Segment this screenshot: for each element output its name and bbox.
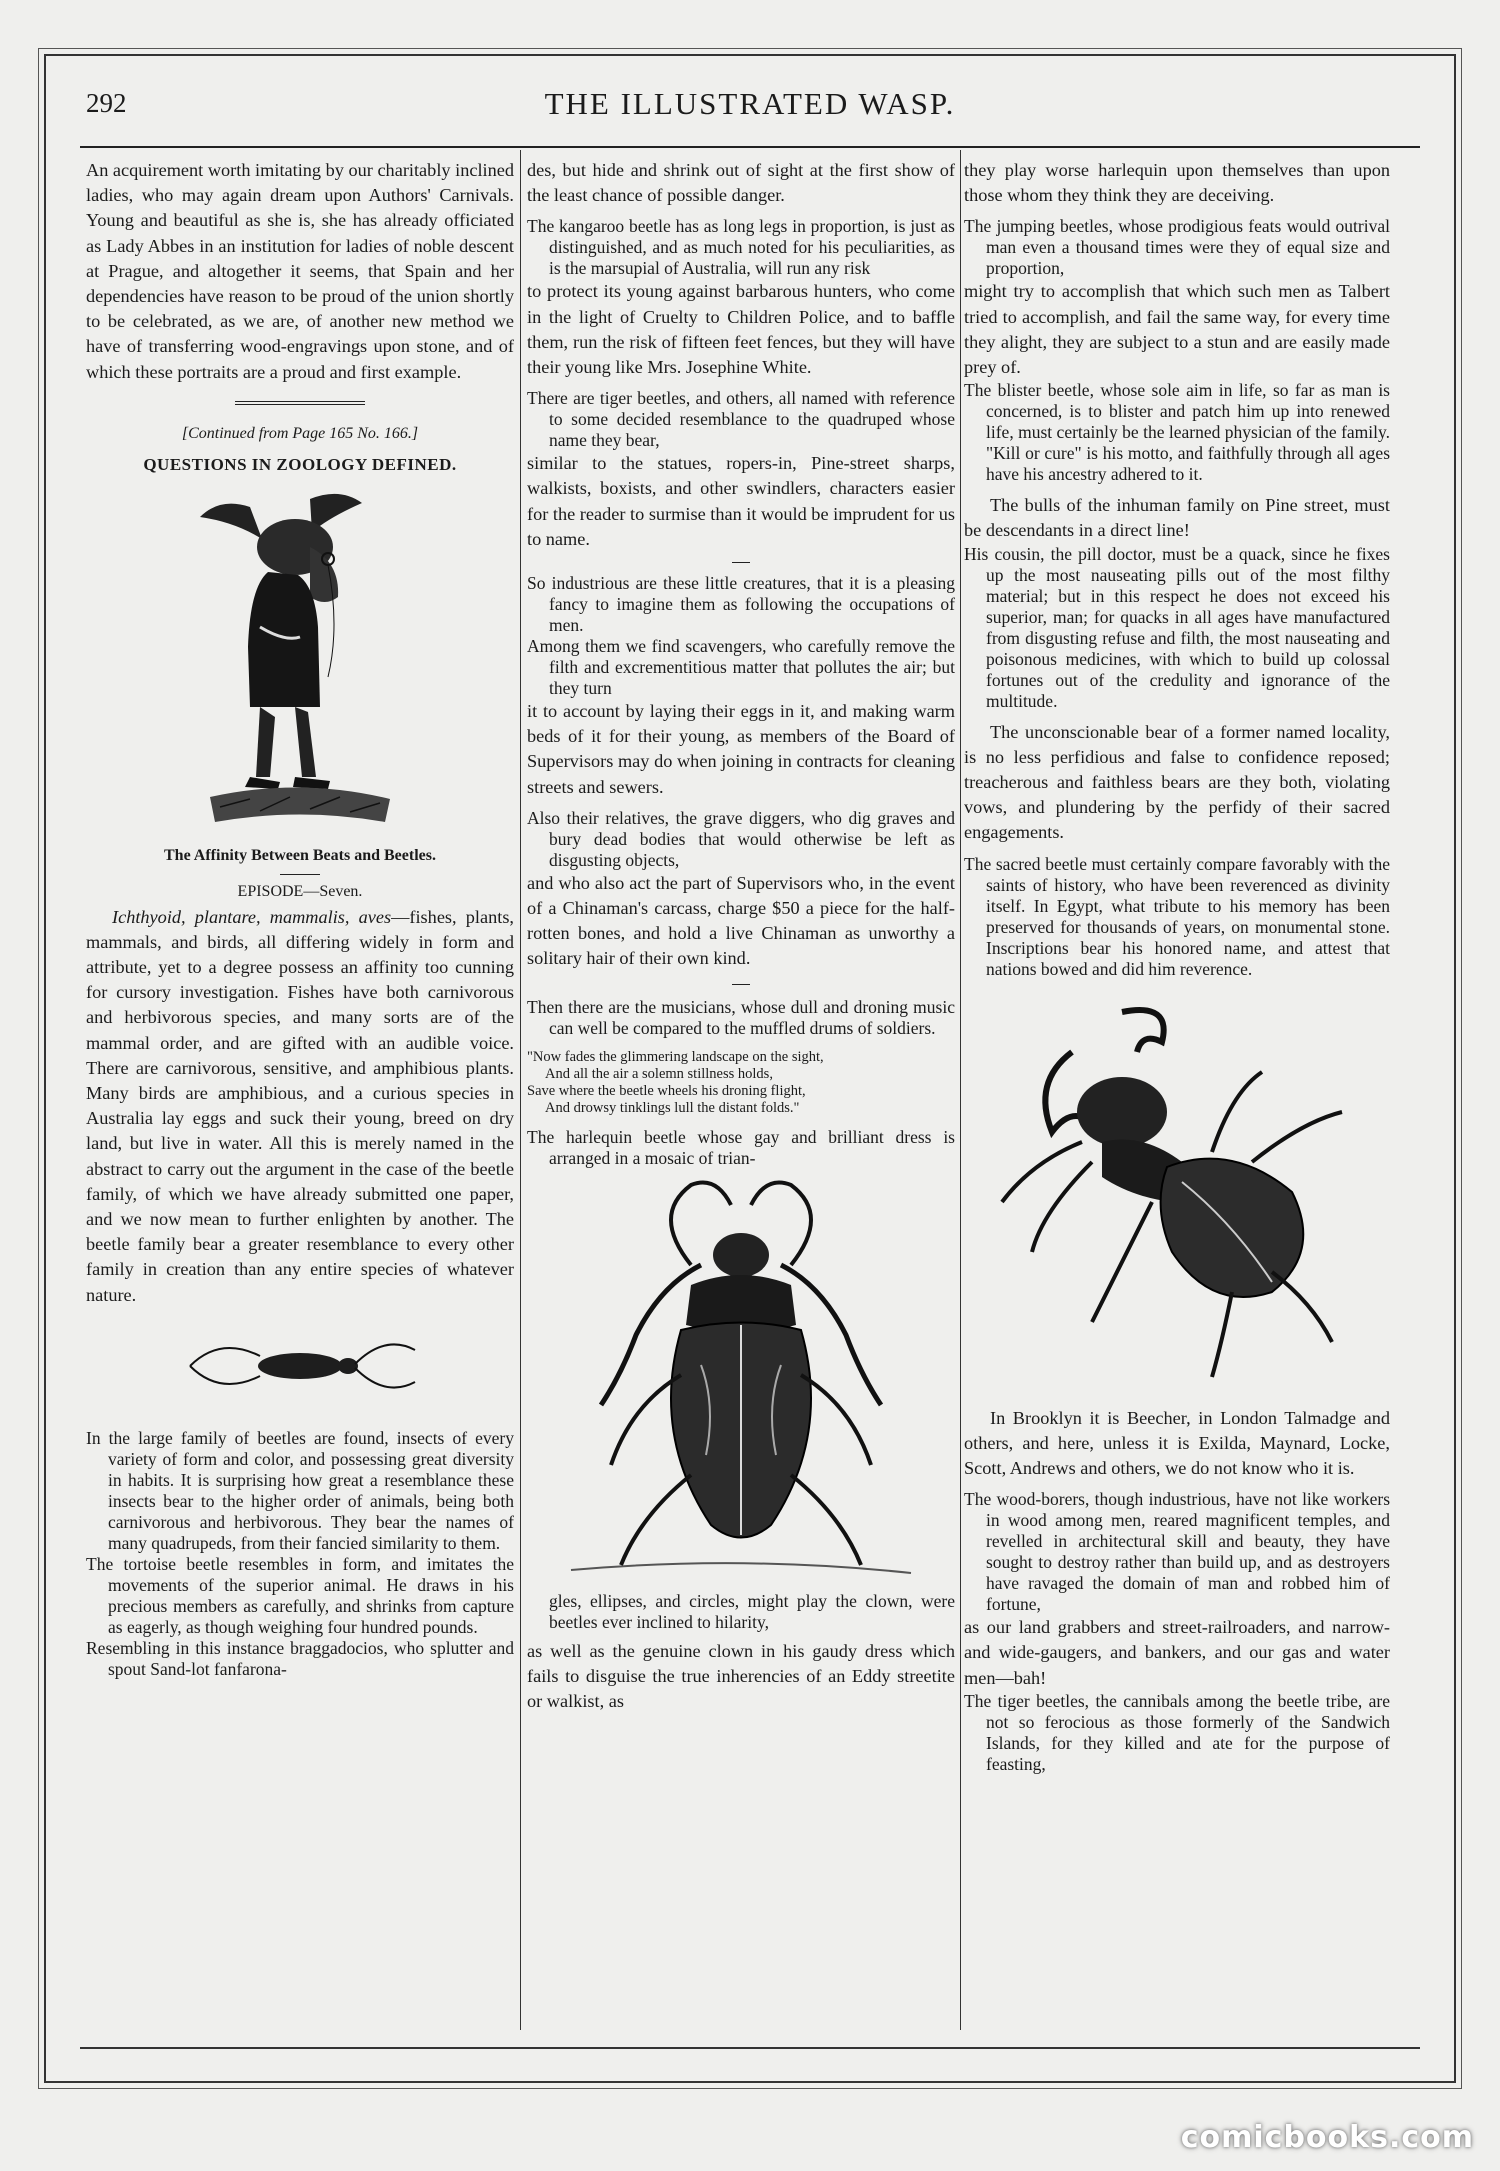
paragraph: as our land grabbers and street-railroaders, and narrow- and wide-gaugers, and bankers, and our gas and water men—bah! (964, 1617, 1390, 1688)
section-title: QUESTIONS IN ZOOLOGY DEFINED. (143, 455, 457, 475)
paragraph: In the large family of beetles are found, insects of every variety of form and color, and possessing great diversity in habits. It is surprising how great a resemblance these insects bear to the higher order of animals, being both carnivorous and herbivorous. They bear the names of many quadrupeds, from their fancied similarity to them. (86, 1427, 514, 1553)
paragraph: The tiger beetles, the cannibals among the beetle tribe, are not so ferocious as those formerly of the Sandwich Islands, for they killed and ate for the purpose of feasting, (964, 1690, 1390, 1774)
short-rule (732, 984, 750, 985)
paragraph: might try to accomplish that which such men as Talbert tried to accomplish, and fail the same way, for every time they alight, they are subject to a stun and are easily made prey of. (964, 281, 1390, 378)
column-divider-2 (960, 150, 961, 2030)
verse-line: And all the air a solemn stillness holds, (545, 1065, 773, 1082)
paragraph: similar to the statues, ropers-in, Pine-street sharps, walkists, boxists, and other swindlers, characters easier for the reader to surmise than it would be imprudent for us to name. (527, 453, 955, 549)
paragraph: So industrious are these little creatures, that it is a pleasing fancy to imagine them as following the occupations of men. (527, 573, 955, 636)
verse-quote (527, 1049, 955, 1117)
page-header (86, 88, 1414, 128)
paragraph: des, but hide and shrink out of sight at the first show of the least chance of possible danger. (527, 160, 955, 206)
masthead-title: THE ILLUSTRATED WASP. (544, 86, 956, 121)
paragraph: An acquirement worth imitating by our charitably inclined ladies, who may again dream upon Authors' Carnivals. Young and beautiful as she is, she has already officiated as Lady Abbes in an institution for ladies of noble descent at Prague, and altogether it seems, that Spain and her dependencies have reason to be proud of the union shortly to be celebrated, as we are, of another new method we have of transferring wood-engravings upon stone, and of which these portraits are a proud and first example. (86, 160, 514, 382)
small-beetle-illustration (170, 1326, 430, 1406)
paragraph: it to account by laying their eggs in it, and making warm beds of it for their young, as members of the Board of Supervisors may do when joining in contracts for cleaning streets and sewers. (527, 701, 955, 797)
verse-line: Save where the beetle wheels his droning flight, (527, 1082, 806, 1099)
paragraph: Also their relatives, the grave diggers, who dig graves and bury dead bodies that would otherwise be left as disgusting objects, (527, 807, 955, 870)
paragraph: and who also act the part of Supervisors who, in the event of a Chinaman's carcass, charge $50 a piece for the half-rotten bones, and hold a live Chinaman as unworthy a solitary hair of their own kind. (527, 872, 955, 969)
paragraph: Then there are the musicians, whose dull and droning music can well be compared to the muffled drums of soldiers. (527, 996, 955, 1038)
bottom-rule (80, 2047, 1420, 2049)
column-1 (86, 158, 514, 1680)
paragraph (86, 905, 514, 1308)
paragraph-text: —fishes, plants, mammals, and birds, all differing widely in form and attribute, yet to a degree possess an affinity too cunning for cursory investigation. Fishes have both carnivorous and herbivorous species, and many sorts are of the mammal order, and are gifted with an audible voice. There are carnivorous, sensitive, and amphibious plants. Many birds are amphibious, and a curious species in Australia lay eggs and suck their young, breed on dry land, but live in water. All this is merely named in the abstract to carry out the argument in the case of the beetle family, of which we have already submitted one paper, and we now mean to further enlighten by another. The beetle family bear a greater resemblance to every other family in creation than any entire species of whatever nature. (86, 906, 514, 1305)
paragraph: to protect its young against barbarous hunters, who come in the light of Cruelty to Children Police, and to baffle them, run the risk of fifteen feet fences, but they will have their young like Mrs. Josephine White. (527, 281, 955, 378)
paragraph: The unconscionable bear of a former named locality, is no less perfidious and false to confidence reposed; treacherous and faithless bears are they both, violating vows, and plundering by the perfidy of their sacred engagements. (964, 721, 1390, 843)
harlequin-beetle-illustration (541, 1175, 941, 1585)
paragraph: they play worse harlequin upon themselves than upon those whom they think they are deceiving. (964, 160, 1390, 206)
paragraph: The blister beetle, whose sole aim in life, so far as man is concerned, is to blister and patch him up into renewed life, must certainly be the learned physician of the family. "Kill or cure" is his motto, and faithfully through all ages have his ancestry adhered to it. (964, 380, 1390, 485)
double-rule (235, 401, 365, 407)
paragraph: Among them we find scavengers, who carefully remove the filth and excrementitious matter that pollutes the air; but they turn (527, 636, 955, 699)
paragraph: The bulls of the inhuman family on Pine street, must be descendants in a direct line! (964, 495, 1390, 541)
paragraph: as well as the genuine clown in his gaudy dress which fails to disguise the true inherencies of an Eddy streetite or walkist, as (527, 1640, 955, 1712)
paragraph: gles, ellipses, and circles, might play the clown, were beetles ever inclined to hilarity, (549, 1590, 955, 1632)
column-3 (964, 158, 1390, 1775)
paragraph: Resembling in this instance braggadocios, who splutter and spout Sand-lot fanfarona- (86, 1637, 514, 1679)
column-2 (527, 158, 955, 1714)
paragraph: The kangaroo beetle has as long legs in proportion, is just as distinguished, and as much noted for his peculiarities, as is the marsupial of Australia, will run any risk (527, 216, 955, 279)
paragraph: In Brooklyn it is Beecher, in London Talmadge and others, and here, unless it is Exilda, Maynard, Locke, Scott, Andrews and others, we do not know who it is. (964, 1407, 1390, 1479)
donkey-gentleman-illustration (190, 477, 410, 837)
illustration-caption: The Affinity Between Beats and Beetles. (164, 847, 436, 865)
stag-beetle-illustration (972, 992, 1382, 1392)
paragraph: The tortoise beetle resembles in form, and imitates the movements of the superior animal. He draws in his precious members as carefully, and shrinks from capture as eagerly, as though weighing four hundred pounds. (86, 1553, 514, 1637)
paragraph: The sacred beetle must certainly compare favorably with the saints of history, who have been reverenced as divinity itself. In Egypt, what tribute to his memory has been preserved for thousands of years, on monumental stone. Inscriptions bear his honored name, and attest that nations bowed and did him reverence. (964, 853, 1390, 979)
header-rule (80, 146, 1420, 148)
page-number: 292 (86, 88, 127, 118)
paragraph: His cousin, the pill doctor, must be a quack, since he fixes up the most nauseating pills out of the most filthy material; but in this respect he does not exceed his superior, man; for quacks in all ages have manufactured from disgusting refuse and filth, the most nauseating and poisonous medicines, with which to build up colossal fortunes out of the credulity and ignorance of the multitude. (964, 543, 1390, 711)
paragraph: The wood-borers, though industrious, have not like workers in wood among men, reared magnificent temples, and revelled in architectural skill and beauty, they have sought to destroy rather than build up, and as destroyers have ravaged the domain of man and robbed him of fortune, (964, 1489, 1390, 1615)
verse-line: "Now fades the glimmering landscape on the sight, (527, 1048, 824, 1065)
continued-note: [Continued from Page 165 No. 166.] (181, 424, 419, 442)
watermark: comicbooks.com (1180, 2120, 1474, 2155)
paragraph: The harlequin beetle whose gay and brilliant dress is arranged in a mosaic of trian- (527, 1126, 955, 1168)
column-divider-1 (520, 150, 521, 2030)
paragraph: There are tiger beetles, and others, all named with reference to some decided resemblance to the quadruped whose name they bear, (527, 388, 955, 451)
verse-line: And drowsy tinklings lull the distant folds." (545, 1099, 800, 1116)
latin-phrase: Ichthyoid, plantare, mammalis, aves (112, 906, 392, 927)
short-rule (732, 562, 750, 563)
paragraph: The jumping beetles, whose prodigious feats would outrival man even a thousand times were they of equal size and proportion, (964, 216, 1390, 279)
short-rule (280, 874, 320, 875)
episode-heading: EPISODE—Seven. (237, 883, 363, 901)
